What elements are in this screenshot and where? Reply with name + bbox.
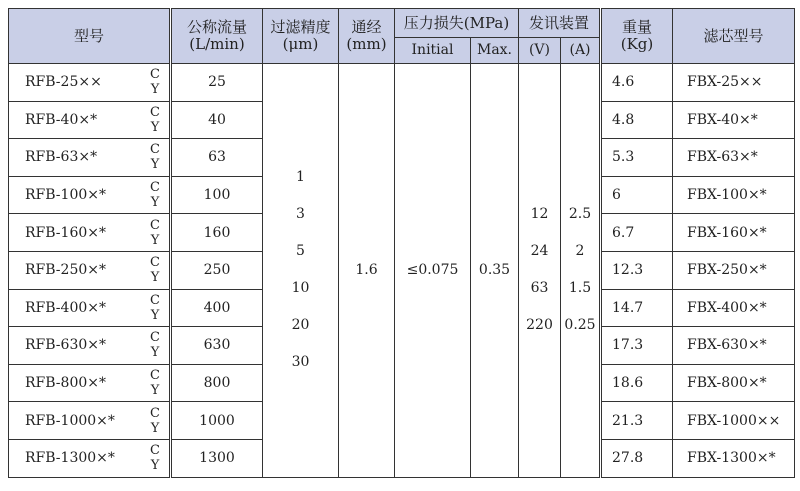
flow-cell: 25 bbox=[171, 64, 263, 102]
spec-table-wrapper bbox=[8, 8, 794, 484]
amp-cell bbox=[561, 64, 601, 478]
volt-value: 12 bbox=[530, 206, 549, 223]
volt-value: 63 bbox=[530, 280, 549, 297]
model-name: RFB-40×* bbox=[25, 111, 98, 128]
model-suffix bbox=[150, 139, 160, 176]
suffix-c: C bbox=[150, 368, 160, 384]
amp-list bbox=[561, 196, 599, 344]
model-name: RFB-1300×* bbox=[25, 450, 115, 467]
suffix-y: Y bbox=[150, 157, 160, 173]
suffix-y: Y bbox=[150, 383, 160, 399]
precision-value: 20 bbox=[291, 317, 310, 334]
header-flow-unit: (L/min) bbox=[189, 35, 245, 53]
precision-value: 5 bbox=[296, 243, 305, 260]
flow-cell: 63 bbox=[171, 139, 263, 177]
model-cell bbox=[9, 139, 171, 177]
element-cell: FBX-1000×× bbox=[673, 402, 795, 440]
header-weight bbox=[601, 9, 673, 64]
model-name: RFB-800×* bbox=[25, 375, 106, 392]
suffix-c: C bbox=[150, 292, 160, 308]
flow-cell: 160 bbox=[171, 214, 263, 252]
suffix-c: C bbox=[150, 67, 160, 83]
model-cell bbox=[9, 214, 171, 252]
model-suffix bbox=[150, 365, 160, 402]
model-name: RFB-63×* bbox=[25, 149, 98, 166]
model-name: RFB-100×* bbox=[25, 187, 106, 204]
suffix-c: C bbox=[150, 330, 160, 346]
model-name: RFB-630×* bbox=[25, 337, 106, 354]
element-cell: FBX-400×* bbox=[673, 289, 795, 327]
weight-cell: 21.3 bbox=[601, 402, 673, 440]
suffix-c: C bbox=[150, 405, 160, 421]
model-cell bbox=[9, 251, 171, 289]
model-cell bbox=[9, 64, 171, 102]
model-suffix bbox=[150, 214, 160, 251]
table-body bbox=[9, 64, 795, 478]
volt-list bbox=[519, 196, 560, 344]
model-cell bbox=[9, 402, 171, 440]
element-cell: FBX-250×* bbox=[673, 251, 795, 289]
header-flow-label: 公称流量 bbox=[186, 18, 247, 36]
weight-cell: 17.3 bbox=[601, 327, 673, 365]
model-cell bbox=[9, 364, 171, 402]
suffix-y: Y bbox=[150, 195, 160, 211]
weight-cell: 14.7 bbox=[601, 289, 673, 327]
weight-cell: 4.6 bbox=[601, 64, 673, 102]
header-bore-label: 通经 bbox=[351, 18, 382, 36]
weight-cell: 6.7 bbox=[601, 214, 673, 252]
weight-cell: 12.3 bbox=[601, 251, 673, 289]
model-name: RFB-160×* bbox=[25, 224, 106, 241]
header-model: 型号 bbox=[9, 9, 171, 64]
element-cell: FBX-40×* bbox=[673, 101, 795, 139]
model-suffix bbox=[150, 440, 160, 477]
filter-spec-table bbox=[8, 8, 795, 478]
initial-loss-cell: ≤0.075 bbox=[395, 64, 471, 478]
precision-value: 30 bbox=[291, 354, 310, 371]
header-precision-unit: (μm) bbox=[282, 35, 319, 53]
suffix-c: C bbox=[150, 217, 160, 233]
header-precision-label: 过滤精度 bbox=[270, 18, 331, 36]
weight-cell: 4.8 bbox=[601, 101, 673, 139]
model-suffix bbox=[150, 402, 160, 439]
flow-cell: 250 bbox=[171, 251, 263, 289]
suffix-y: Y bbox=[150, 420, 160, 436]
header-element: 滤芯型号 bbox=[673, 9, 795, 64]
model-name: RFB-25×× bbox=[25, 74, 102, 91]
model-cell bbox=[9, 176, 171, 214]
volt-cell bbox=[519, 64, 561, 478]
header-pressure-loss: 压力损失(MPa) bbox=[395, 9, 519, 38]
precision-value: 10 bbox=[291, 280, 310, 297]
precision-list bbox=[263, 159, 338, 381]
suffix-y: Y bbox=[150, 345, 160, 361]
header-flow bbox=[171, 9, 263, 64]
element-cell: FBX-100×* bbox=[673, 176, 795, 214]
element-cell: FBX-1300×* bbox=[673, 439, 795, 477]
model-suffix bbox=[150, 64, 160, 101]
suffix-y: Y bbox=[150, 82, 160, 98]
model-suffix bbox=[150, 177, 160, 214]
model-suffix bbox=[150, 102, 160, 139]
model-name: RFB-1000×* bbox=[25, 412, 115, 429]
header-amp: (A) bbox=[561, 38, 601, 64]
model-cell bbox=[9, 289, 171, 327]
suffix-y: Y bbox=[150, 458, 160, 474]
suffix-c: C bbox=[150, 180, 160, 196]
header-bore bbox=[339, 9, 395, 64]
header-max: Max. bbox=[471, 38, 519, 64]
amp-value: 0.25 bbox=[564, 317, 596, 334]
model-cell bbox=[9, 439, 171, 477]
volt-value: 24 bbox=[530, 243, 549, 260]
volt-value: 220 bbox=[526, 317, 553, 334]
precision-value: 1 bbox=[296, 169, 305, 186]
max-loss-cell: 0.35 bbox=[471, 64, 519, 478]
model-suffix bbox=[150, 327, 160, 364]
model-cell bbox=[9, 101, 171, 139]
element-cell: FBX-630×* bbox=[673, 327, 795, 365]
flow-cell: 40 bbox=[171, 101, 263, 139]
weight-cell: 6 bbox=[601, 176, 673, 214]
model-suffix bbox=[150, 290, 160, 327]
weight-cell: 5.3 bbox=[601, 139, 673, 177]
suffix-y: Y bbox=[150, 270, 160, 286]
suffix-y: Y bbox=[150, 232, 160, 248]
header-weight-label: 重量 bbox=[622, 18, 653, 36]
weight-cell: 18.6 bbox=[601, 364, 673, 402]
header-weight-unit: (Kg) bbox=[620, 35, 654, 53]
suffix-y: Y bbox=[150, 119, 160, 135]
weight-cell: 27.8 bbox=[601, 439, 673, 477]
flow-cell: 1000 bbox=[171, 402, 263, 440]
amp-value: 2 bbox=[575, 243, 585, 260]
suffix-c: C bbox=[150, 104, 160, 120]
element-cell: FBX-63×* bbox=[673, 139, 795, 177]
flow-cell: 400 bbox=[171, 289, 263, 327]
element-cell: FBX-800×* bbox=[673, 364, 795, 402]
model-name: RFB-250×* bbox=[25, 262, 106, 279]
suffix-c: C bbox=[150, 142, 160, 158]
amp-value: 1.5 bbox=[568, 280, 592, 297]
header-precision bbox=[263, 9, 339, 64]
precision-value: 3 bbox=[296, 206, 305, 223]
bore-cell: 1.6 bbox=[339, 64, 395, 478]
amp-value: 2.5 bbox=[568, 206, 592, 223]
model-name: RFB-400×* bbox=[25, 299, 106, 316]
header-signal: 发讯装置 bbox=[519, 9, 601, 38]
header-bore-unit: (mm) bbox=[346, 35, 387, 53]
element-cell: FBX-160×* bbox=[673, 214, 795, 252]
element-cell: FBX-25×× bbox=[673, 64, 795, 102]
flow-cell: 630 bbox=[171, 327, 263, 365]
model-cell bbox=[9, 327, 171, 365]
flow-cell: 1300 bbox=[171, 439, 263, 477]
table-row bbox=[9, 64, 795, 102]
model-suffix bbox=[150, 252, 160, 289]
flow-cell: 800 bbox=[171, 364, 263, 402]
suffix-c: C bbox=[150, 255, 160, 271]
precision-cell bbox=[263, 64, 339, 478]
header-initial: Initial bbox=[395, 38, 471, 64]
suffix-y: Y bbox=[150, 307, 160, 323]
suffix-c: C bbox=[150, 443, 160, 459]
header-volt: (V) bbox=[519, 38, 561, 64]
flow-cell: 100 bbox=[171, 176, 263, 214]
